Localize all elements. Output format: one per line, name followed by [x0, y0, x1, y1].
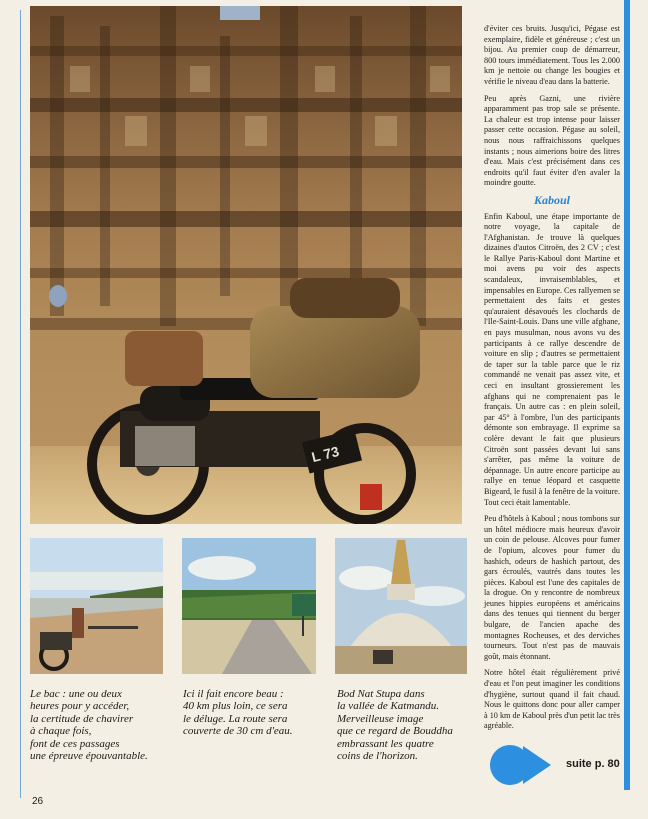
article-column	[484, 24, 620, 738]
caption-road	[183, 688, 333, 738]
caption-line: la vallée de Katmandu.	[337, 700, 440, 713]
caption-ferry	[30, 688, 180, 762]
caption-line: couverte de 30 cm d'eau.	[183, 725, 293, 738]
caption-line: Merveilleuse image	[337, 712, 424, 725]
caption-line: 40 km plus loin, ce sera	[183, 700, 288, 713]
caption-stupa	[337, 688, 477, 762]
caption-line: la certitude de chavirer	[30, 712, 134, 725]
article-paragraph: Peu d'hôtels à Kaboul ; nous tombons sur un hôtel médiocre mais heureux d'avoir un coin de pelouse. Alcoves pour fumer de l'opium, alcoves pour fumer du hashich, odeurs de hashich partout, des gars écroulés, vautrés dans toutes les pièces. Kaboul est l'une des capitales de la drogue. On y rencontre de nombreux jeunes hippies européens et américains dans des tenues qui tiennent du berger bulgare, de l'ancien apache des montagnes Rocheuses, et des derviches tourneurs. Tout n'est pas de mauvais goût, mais étonnant.	[484, 514, 620, 661]
continue-label[interactable]: suite p. 80	[566, 758, 620, 770]
caption-line: Le bac : une ou deux	[30, 688, 122, 700]
road-sign-photo	[182, 538, 316, 674]
page-number: 26	[32, 796, 44, 807]
continue-arrow-icon	[489, 744, 553, 786]
caption-line: coins de l'horizon.	[337, 750, 418, 763]
article-paragraph: Enfin Kaboul, une étape importante de notre voyage, la capitale de l'Afghanistan. Je trouve là quelques dizaines d'autos Citroën, des 2 CV ; c'est le Rallye Paris-Kaboul dont Martine et moi avens pu voir des aspects scandaleux, invraisemblables, et impensables en Europe. Ces rallyemen se permettaient des faits et gestes qu'auraient désavoués les clochards de l'Ile-Saint-Louis. Dans une ville afghane, en pays musulman, nous avons vu des participants à ce rallye descendre de voiture en slip ; d'autres se permettaient de taper sur la table parce que le riz commandé ne venait pas assez vite, et ceci en insultant grossierement les afghans qui ne comprenaient pas le français. Un autre cas : en plein soleil, par 45° à l'ombre, l'un des participants démonte son embrayage. Il exprime sa colère devant le fait que plusieurs Citroën sont passées devant lui sans s'arrêter, pas même la voiture de dépannage. Un autre encore participe au rallye en tenue léopard et casquette Bigeard, le fusil à la fenêtre de la voiture. Tout ceci était lamentable.	[484, 211, 620, 507]
left-margin-rule	[20, 10, 21, 798]
right-edge-stripe	[624, 0, 630, 790]
caption-line: le déluge. La route sera	[183, 712, 288, 725]
caption-line: heures pour y accéder,	[30, 700, 130, 713]
motorcycle-temple-photo	[30, 6, 462, 524]
caption-line: Ici il fait encore beau :	[183, 688, 284, 700]
article-paragraph: Notre hôtel était régulièrement privé d'eau et l'on peut imaginer les conditions d'hygiène, surtout quand il fait chaud. Nous le quittons donc pour aller camper à 10 km de Kaboul près d'un petit lac très agréable.	[484, 668, 620, 731]
caption-line: que ce regard de Bouddha	[337, 725, 453, 738]
article-paragraph: d'éviter ces bruits. Jusqu'ici, Pégase est exemplaire, fidèle et généreuse ; c'est un bijou. Au premier coup de démarreur, 800 tours immédiatement. Tous les 2.000 km je nettoie ou change les bougies et vérifie le niveau d'eau dans la batterie.	[484, 24, 620, 86]
river-ferry-photo	[30, 538, 163, 674]
section-heading: Kaboul	[533, 192, 570, 207]
caption-line: Bod Nat Stupa dans	[337, 688, 425, 700]
caption-line: une épreuve épouvantable.	[30, 750, 148, 763]
license-plate: L 73	[309, 442, 341, 466]
caption-line: font de ces passages	[30, 737, 120, 750]
caption-line: embrassant les quatre	[337, 737, 434, 750]
article-paragraph: Peu après Gazni, une rivière apparamment pas trop sale se présente. La chaleur est trop intense pour laisser passer cette occasion. Pégase au soleil, nous nous raffraichissons quelques instants ; nous aimerions boire des litres d'eau. Mais c'est précisément dans ces endroits qu'il faut éviter d'en avaler la moindre goutte.	[484, 93, 620, 188]
caption-line: à chaque fois,	[30, 725, 92, 738]
stupa-photo	[335, 538, 467, 674]
